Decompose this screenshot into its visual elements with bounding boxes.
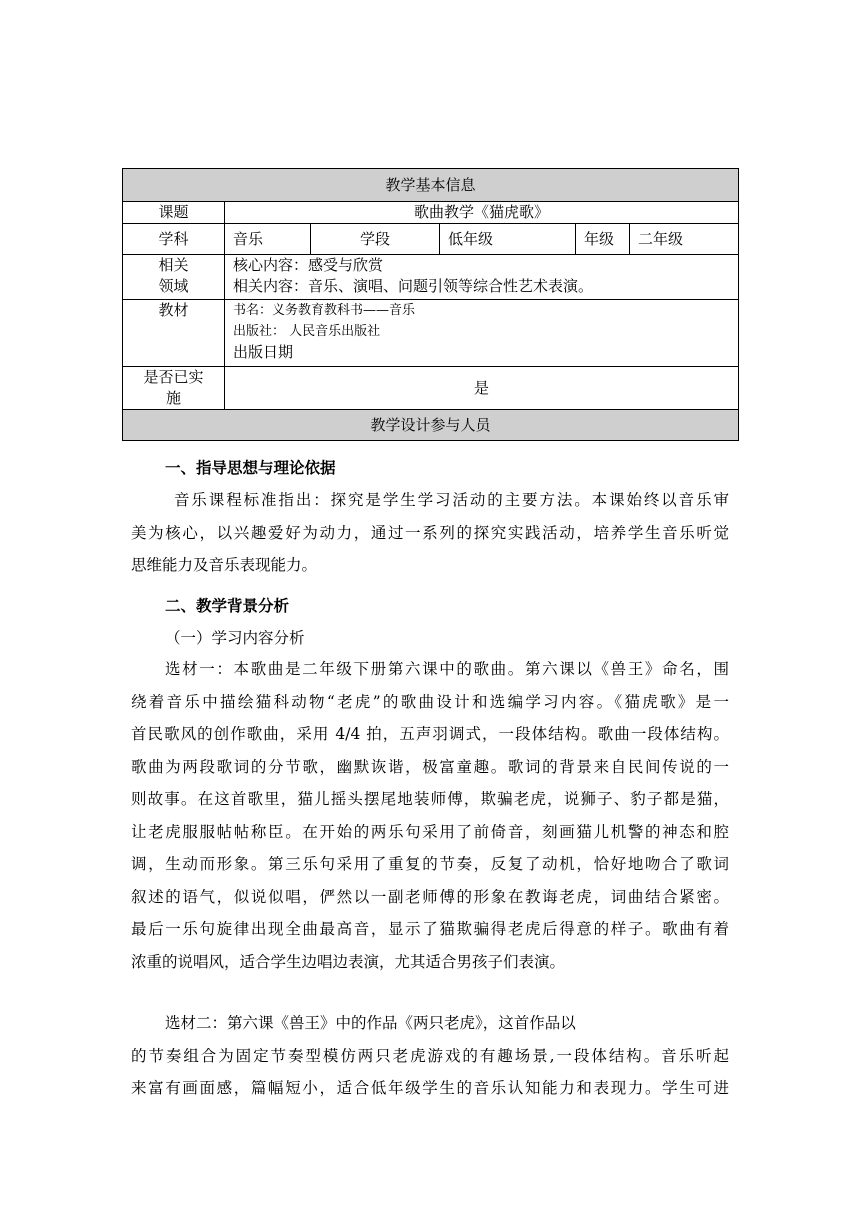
table-footer: 教学设计参与人员 xyxy=(123,410,739,441)
stage-label: 学段 xyxy=(311,224,440,255)
domain-core: 核心内容：感受与欣赏 xyxy=(233,256,384,274)
stage-value: 低年级 xyxy=(440,224,576,255)
paragraph-line: 绕着音乐中描绘猫科动物“老虎”的歌曲设计和选编学习内容。《猫虎歌》是一 xyxy=(131,692,729,711)
paragraph-line: 调，生动而形象。第三乐句采用了重复的节奏，反复了动机，恰好地吻合了歌词 xyxy=(131,855,729,873)
section2-paragraph-2 xyxy=(131,1007,729,1105)
subject-label: 学科 xyxy=(123,224,225,255)
domain-label: 相关 领域 xyxy=(123,255,225,300)
paragraph-line: 美为核心，以兴趣爱好为动力，通过一系列的探究实践活动，培养学生音乐听觉 xyxy=(131,523,729,542)
textbook-publisher: 出版社： 人民音乐出版社 xyxy=(233,324,381,339)
paragraph-line: 则故事。在这首歌里，猫儿摇头摆尾地装师傅，欺骗老虎，说狮子、豹子都是猫， xyxy=(131,790,729,808)
textbook-label: 教材 xyxy=(123,300,225,367)
paragraph-line: 来富有画面感，篇幅短小，适合低年级学生的音乐认知能力和表现力。学生可进 xyxy=(131,1079,729,1097)
paragraph-line: 的节奏组合为固定节奏型模仿两只老虎游戏的有趣场景,一段体结构。音乐听起 xyxy=(131,1046,729,1065)
textbook-value xyxy=(225,300,739,367)
textbook-name: 书名：义务教育教科书——音乐 xyxy=(233,303,416,318)
topic-label: 课题 xyxy=(123,202,225,224)
section2-paragraph-1 xyxy=(131,653,729,978)
section2-subheading: （一）学习内容分析 xyxy=(165,629,305,647)
paragraph-line: 让老虎服服帖帖称臣。在开始的两乐句采用了前倚音，刻画猫儿机警的神态和腔 xyxy=(131,822,729,841)
section1-heading: 一、指导思想与理论依据 xyxy=(165,458,336,477)
textbook-date: 出版日期 xyxy=(233,343,294,361)
grade-label: 年级 xyxy=(576,224,630,255)
section1-paragraph xyxy=(131,484,729,582)
implemented-value: 是 xyxy=(225,367,739,410)
topic-value: 歌曲教学《猫虎歌》 xyxy=(225,202,739,224)
subject-value: 音乐 xyxy=(225,224,311,255)
paragraph-line: 叙述的语气，似说似唱，俨然以一副老师傅的形象在教诲老虎，词曲结合紧密。 xyxy=(131,887,729,906)
section2-heading: 二、教学背景分析 xyxy=(165,596,290,615)
implemented-label: 是否已实 施 xyxy=(123,367,225,410)
paragraph-line: 音乐课程标准指出：探究是学生学习活动的主要方法。本课始终以音乐审 xyxy=(174,491,729,509)
paragraph-line: 思维能力及音乐表现能力。 xyxy=(131,556,318,574)
paragraph-line: 首民歌风的创作歌曲，采用 4/4 拍，五声羽调式，一段体结构。歌曲一段体结构。 xyxy=(131,725,729,743)
domain-related: 相关内容：音乐、演唱、问题引领等综合性艺术表演。 xyxy=(233,277,594,295)
domain-value xyxy=(225,255,739,300)
basic-info-table xyxy=(122,168,739,441)
paragraph-line: 选材二：第六课《兽王》中的作品《两只老虎》，这首作品以 xyxy=(165,1014,576,1032)
grade-value: 二年级 xyxy=(630,224,739,255)
table-header: 教学基本信息 xyxy=(123,169,739,202)
paragraph-line: 歌曲为两段歌词的分节歌，幽默诙谐，极富童趣。歌词的背景来自民间传说的一 xyxy=(131,757,729,776)
paragraph-line: 浓重的说唱风，适合学生边唱边表演，尤其适合男孩子们表演。 xyxy=(131,952,566,971)
paragraph-line: 最后一乐句旋律出现全曲最高音，显示了猫欺骗得老虎后得意的样子。歌曲有着 xyxy=(131,920,729,938)
paragraph-line: 选材一：本歌曲是二年级下册第六课中的歌曲。第六课以《兽王》命名，围 xyxy=(165,660,729,678)
